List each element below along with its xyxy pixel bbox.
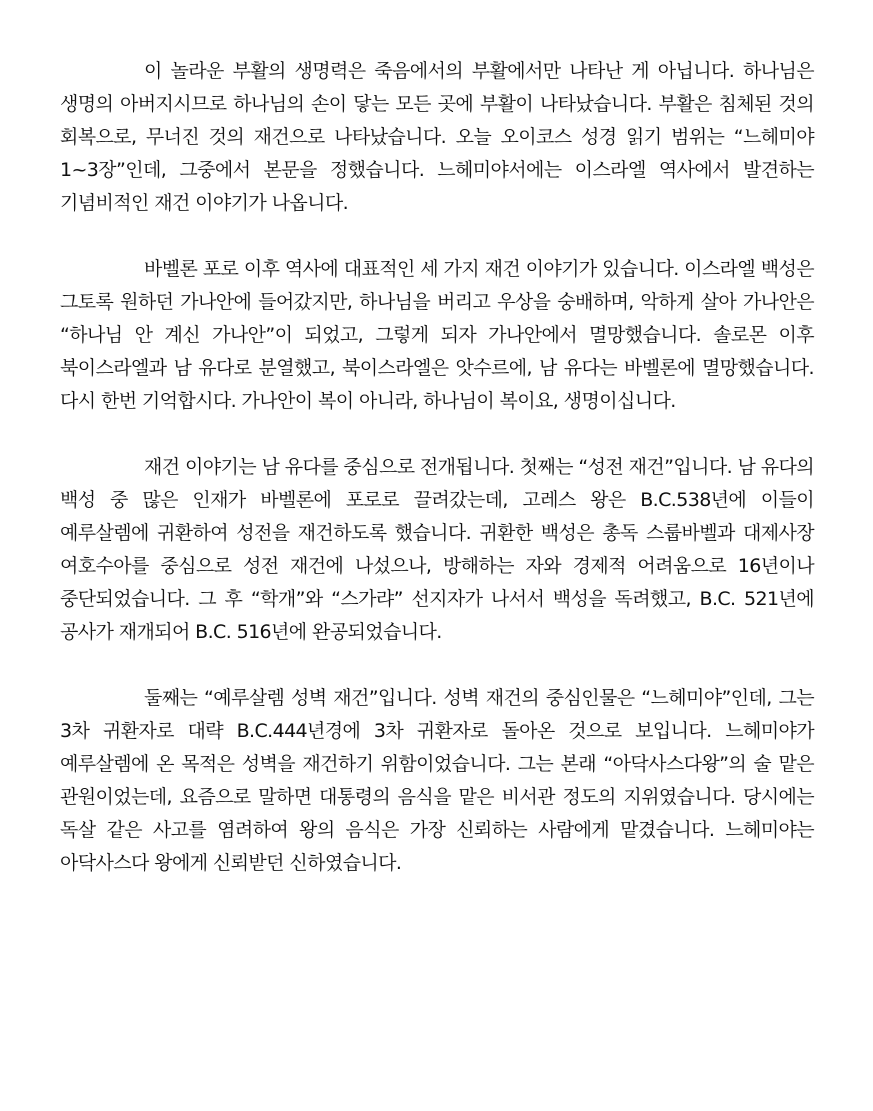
paragraph-4: 둘째는 “예루살렘 성벽 재건”입니다. 성벽 재건의 중심인물은 “느헤미야”인데, 그는 3차 귀환자로 대략 B.C.444년경에 3차 귀환자로 돌아온 것으로 보입니다. 느헤미야가 예루살렘에 온 목적은 성벽을 재건하기 위함이었습니다. 그는 본래 “아닥사스다왕”의 술 맡은 관원이었는데, 요즘으로 말하면 대통령의 음식을 맡은 비서관 정도의 지위였습니다. 당시에는 독살 같은 사고를 염려하여 왕의 음식은 가장 신뢰하는 사람에게 맡겼습니다. 느헤미야는 아닥사스다 왕에게 신뢰받던 신하였습니다. xyxy=(60,687,814,874)
paragraph-2: 바벨론 포로 이후 역사에 대표적인 세 가지 재건 이야기가 있습니다. 이스라엘 백성은 그토록 원하던 가나안에 들어갔지만, 하나님을 버리고 우상을 숭배하며, 악하게 살아 가나안은 “하나님 안 계신 가나안”이 되었고, 그렇게 되자 가나안에서 멸망했습니다. 솔로몬 이후 북이스라엘과 남 유다로 분열했고, 북이스라엘은 앗수르에, 남 유다는 바벨론에 멸망했습니다. 다시 한번 기억합시다. 가나안이 복이 아니라, 하나님이 복이요, 생명이십니다. xyxy=(60,258,814,412)
document-body xyxy=(60,55,814,880)
paragraph-3: 재건 이야기는 남 유다를 중심으로 전개됩니다. 첫째는 “성전 재건”입니다. 남 유다의 백성 중 많은 인재가 바벨론에 포로로 끌려갔는데, 고레스 왕은 B.C.538년에 이들이 예루살렘에 귀환하여 성전을 재건하도록 했습니다. 귀환한 백성은 총독 스룹바벨과 대제사장 여호수아를 중심으로 성전 재건에 나섰으나, 방해하는 자와 경제적 어려움으로 16년이나 중단되었습니다. 그 후 “학개”와 “스가랴” 선지자가 나서서 백성을 독려했고, B.C. 521년에 공사가 재개되어 B.C. 516년에 완공되었습니다. xyxy=(60,456,814,643)
paragraph-1: 이 놀라운 부활의 생명력은 죽음에서의 부활에서만 나타난 게 아닙니다. 하나님은 생명의 아버지시므로 하나님의 손이 닿는 모든 곳에 부활이 나타났습니다. 부활은 침체된 것의 회복으로, 무너진 것의 재건으로 나타났습니다. 오늘 오이코스 성경 읽기 범위는 “느헤미야 1~3장”인데, 그중에서 본문을 정했습니다. 느헤미야서에는 이스라엘 역사에서 발견하는 기념비적인 재건 이야기가 나옵니다. xyxy=(60,60,814,214)
